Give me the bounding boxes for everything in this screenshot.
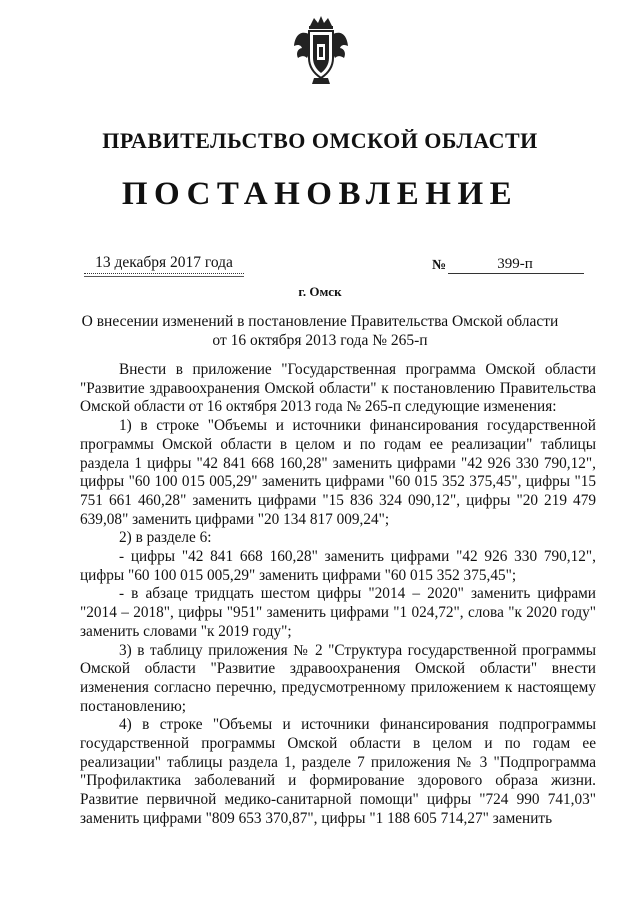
body-paragraph-item-1: 1) в строке "Объемы и источники финансирования государственной программы Омской области в целом и по годам ее реализации" таблицы раздела 1 цифры "42 841 668 160,28" заменить цифрами "42 926 330 790,12", цифры "60 100 015 005,29" заменить цифрами "60 015 352 375,45", цифры "15 751 661 460,28" заменить цифрами "15 836 324 090,12", цифры "20 219 479 639,08" заменить цифрами "20 134 817 009,24"; xyxy=(80,417,596,528)
date-underline xyxy=(84,276,244,277)
document-subject xyxy=(60,312,580,350)
number-label: № xyxy=(432,258,447,273)
document-number: 399-п xyxy=(497,256,533,272)
body-paragraph-item-2: 2) в разделе 6: xyxy=(119,529,212,547)
body-paragraph-item-2a: - цифры "42 841 668 160,28" заменить цифрами "42 926 330 790,12", цифры "60 100 015 005,29" заменить цифрами "60 015 352 375,45"; xyxy=(80,548,596,584)
document-body xyxy=(80,361,596,829)
coat-of-arms-icon xyxy=(292,14,350,86)
body-paragraph-item-3: 3) в таблицу приложения № 2 "Структура государственной программы Омской области "Развитие здравоохранения Омской области" внести изменения согласно перечню, предусмотренному приложением к настоящему постановлению; xyxy=(80,641,596,715)
number-underline xyxy=(448,273,584,274)
date-underline-dotted xyxy=(84,273,244,274)
body-paragraph-item-4: 4) в строке "Объемы и источники финансирования подпрограммы государственной программы Омской области в целом и по годам ее реализации" таблицы раздела 1, разделе 7 приложения № 3 "Подпрограмма "Профилактика заболеваний и формирование здорового образа жизни. Развитие первичной медико-санитарной помощи" цифры "724 990 741,03" заменить цифрами "809 653 370,87", цифры "1 188 605 714,27" заменить xyxy=(80,716,596,827)
subject-line-2: от 16 октября 2013 года № 265-п xyxy=(212,332,428,349)
subject-line-1: О внесении изменений в постановление Правительства Омской области xyxy=(81,313,559,330)
document-date: 13 декабря 2017 года xyxy=(95,254,233,271)
city-name: г. Омск xyxy=(298,284,342,299)
document-type-title: ПОСТАНОВЛЕНИЕ xyxy=(121,176,519,212)
organization-name: ПРАВИТЕЛЬСТВО ОМСКОЙ ОБЛАСТИ xyxy=(102,128,538,153)
body-paragraph-intro: Внести в приложение "Государственная программа Омской области "Развитие здравоохранения Омской области" к постановлению Правительства Омской области от 16 октября 2013 года № 265-п следующие изменения: xyxy=(80,361,596,416)
body-paragraph-item-2b: - в абзаце тридцать шестом цифры "2014 – 2020" заменить цифрами "2014 – 2018", цифры "951" заменить цифрами "1 024,72", слова "к 2020 году" заменить словами "к 2019 году"; xyxy=(80,585,596,640)
